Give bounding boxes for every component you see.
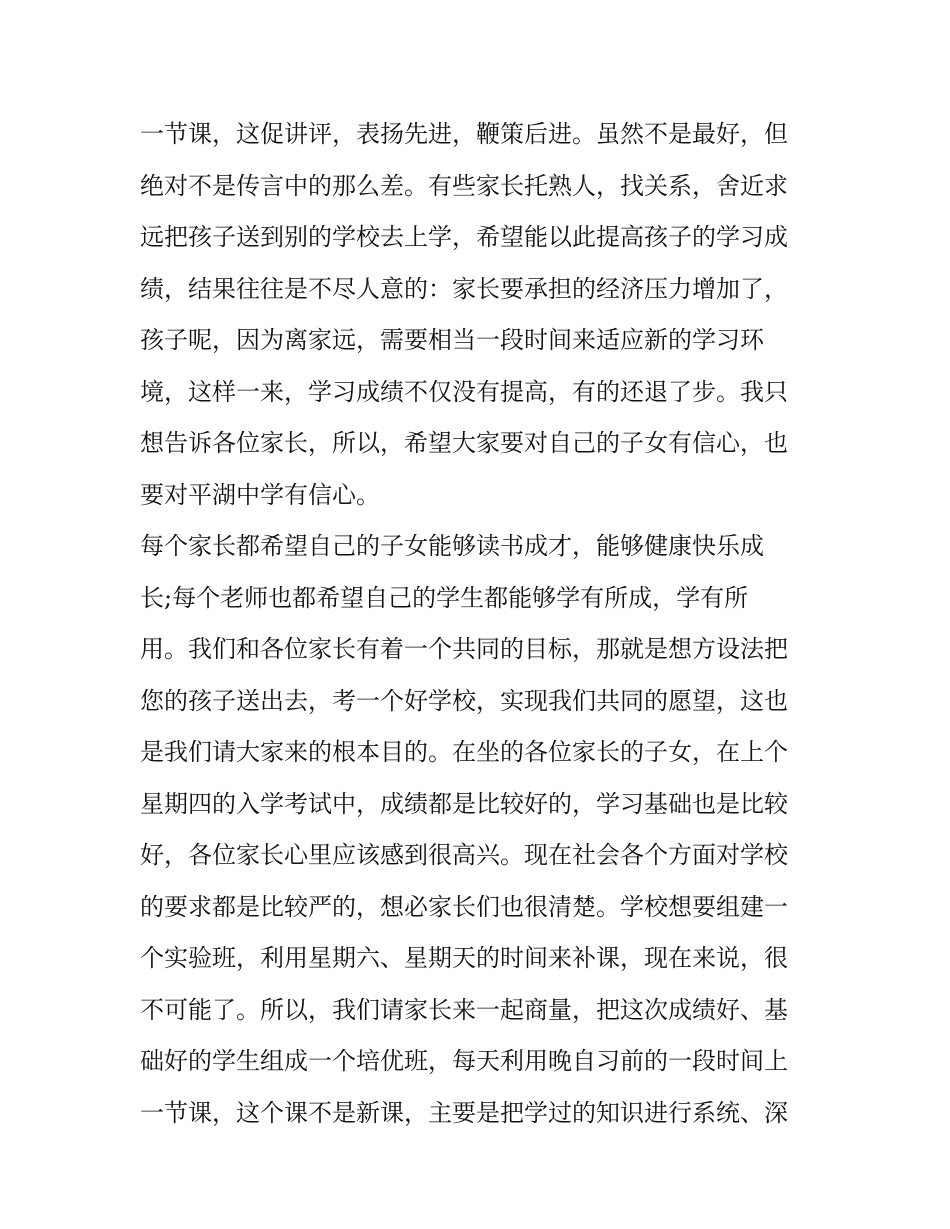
text-line: 一节课，这个课不是新课，主要是把学过的知识进行系统、深 <box>140 1098 788 1127</box>
text-line: 个实验班，利用星期六、星期天的时间来补课，现在来说，很 <box>140 944 788 972</box>
text-line: 绝对不是传言中的那么差。有些家长托熟人，找关系，舍近求 <box>140 171 788 200</box>
text-line: 孩子呢，因为离家远，需要相当一段时间来适应新的学习环 <box>140 326 764 354</box>
text-line: 不可能了。所以，我们请家长来一起商量，把这次成绩好、基 <box>140 995 788 1024</box>
text-line: 的要求都是比较严的，想必家长们也很清楚。学校想要组建一 <box>140 892 788 921</box>
text-line: 用。我们和各位家长有着一个共同的目标，那就是想方设法把 <box>140 635 788 663</box>
text-line: 想告诉各位家长，所以，希望大家要对自己的子女有信心，也 <box>140 429 788 457</box>
text-line: 一节课，这促讲评，表扬先进，鞭策后进。虽然不是最好，但 <box>140 120 788 148</box>
text-line: 绩，结果往往是不尽人意的：家长要承担的经济压力增加了， <box>140 274 788 303</box>
text-line: 要对平湖中学有信心。 <box>140 480 380 509</box>
text-line: 远把孩子送到别的学校去上学，希望能以此提高孩子的学习成 <box>140 223 788 251</box>
text-line: 您的孩子送出去，考一个好学校，实现我们共同的愿望，这也 <box>140 686 788 715</box>
text-line: 每个家长都希望自己的子女能够读书成才，能够健康快乐成 <box>140 532 764 560</box>
text-line: 长;每个老师也都希望自己的学生都能够学有所成，学有所 <box>140 583 749 612</box>
text-line: 好，各位家长心里应该感到很高兴。现在社会各个方面对学校 <box>140 841 788 869</box>
document-body <box>140 109 830 1139</box>
text-line: 星期四的入学考试中，成绩都是比较好的，学习基础也是比较 <box>140 789 788 818</box>
text-line: 境，这样一来，学习成绩不仅没有提高，有的还退了步。我只 <box>140 377 788 406</box>
text-line: 础好的学生组成一个培优班，每天利用晚自习前的一段时间上 <box>140 1047 788 1075</box>
text-line: 是我们请大家来的根本目的。在坐的各位家长的子女，在上个 <box>140 738 788 766</box>
